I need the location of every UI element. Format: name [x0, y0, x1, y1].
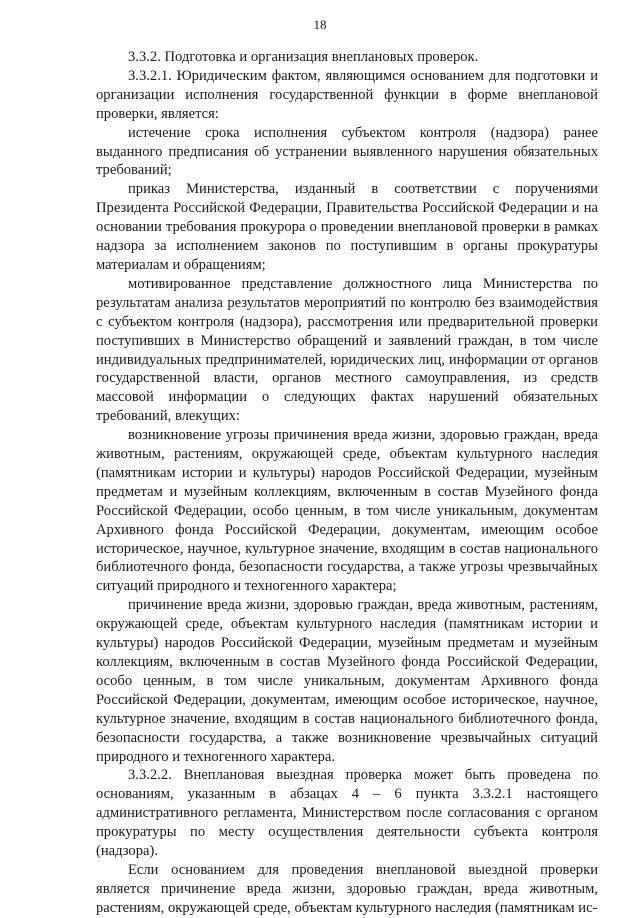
- body-text: [96, 48, 598, 918]
- paragraph-harm-caused: причинение вреда жизни, здоровью граждан, вреда животным, растениям, окружающей среде, объектам культурного наследия (памятникам истории и культуры) народов Российской Федерации, музейным предметам и музейным коллекциям, включенным в состав Музейного фонда Российской Федерации, особо ценным, в том числе уникальным, документам Архивного фонда Российской Федерации, документам, имеющим особое историческое, научное, культурное значение, входящим в состав национального библиотечного фонда, безопасности государства, а также возникновение чрезвычайных ситуаций природного и техногенного характера.: [96, 597, 598, 765]
- paragraph-onsite-inspection: 3.3.2.2. Внеплановая выездная проверка может быть проведена по основаниям, указанным в абзацах 4 – 6 пункта 3.3.2.1 настоящего административного регламента, Министерством после согласования с органом прокуратуры по месту осуществления деятельности субъекта контроля (надзора).: [96, 767, 598, 860]
- paragraph-section-heading: 3.3.2. Подготовка и организация внеплановых проверок.: [128, 49, 479, 65]
- paragraph-ground-motivated-submission: мотивированное представление должностного лица Министерства по результатам анализа результатов мероприятий по контролю без взаимодействия с субъектом контроля (надзора), рассмотрения или предварительной проверки поступивших в Министерство обращений и заявлений граждан, в том числе индивидуальных предпринимателей, юридических лиц, информации от органов государственной власти, органов местного самоуправления, из средств массовой информации о следующих фактах нарушений обязательных требований, влекущих:: [96, 275, 598, 425]
- paragraph-ground-ministry-order: приказ Министерства, изданный в соответствии с поручениями Президента Российской Федерации, Правительства Российской Федерации и на основании требования прокурора о проведении внеплановой проверки в рамках надзора за исполнением законов по поступившим в органы прокуратуры материалам и обращениям;: [96, 181, 598, 273]
- paragraph-ground-deadline-expiry: истечение срока исполнения субъектом контроля (надзора) ранее выданного предписания об устранении выявленного нарушения обязательных требований;: [96, 124, 598, 179]
- page-number: 18: [313, 17, 327, 32]
- paragraph-threat-of-harm: возникновение угрозы причинения вреда жизни, здоровью граждан, вреда животным, растениям, окружающей среде, объектам культурного наследия (памятникам истории и культуры) народов Российской Федерации, музейным предметам и музейным коллекциям, включенным в состав Музейного фонда Российской Федерации, особо ценным, в том числе уникальным, документам Архивного фонда Российской Федерации, документам, имеющим особое историческое, научное, культурное значение, входящим в состав национального библиотечного фонда, безопасности государства, а также угрозы чрезвычайных ситуаций природного и техногенного характера;: [96, 427, 598, 595]
- paragraph-onsite-inspection-grounds: Если основанием для проведения внеплановой выездной проверки является причинение вреда жизни, здоровью граждан, вреда животным, растениям, окружающей среде, объектам культурного наследия (памятникам ис-: [96, 861, 598, 916]
- paragraph-legal-grounds-intro: 3.3.2.1. Юридическим фактом, являющимся основанием для подготовки и организации исполнения государственной функции в форме внеплановой проверки, является:: [96, 67, 598, 122]
